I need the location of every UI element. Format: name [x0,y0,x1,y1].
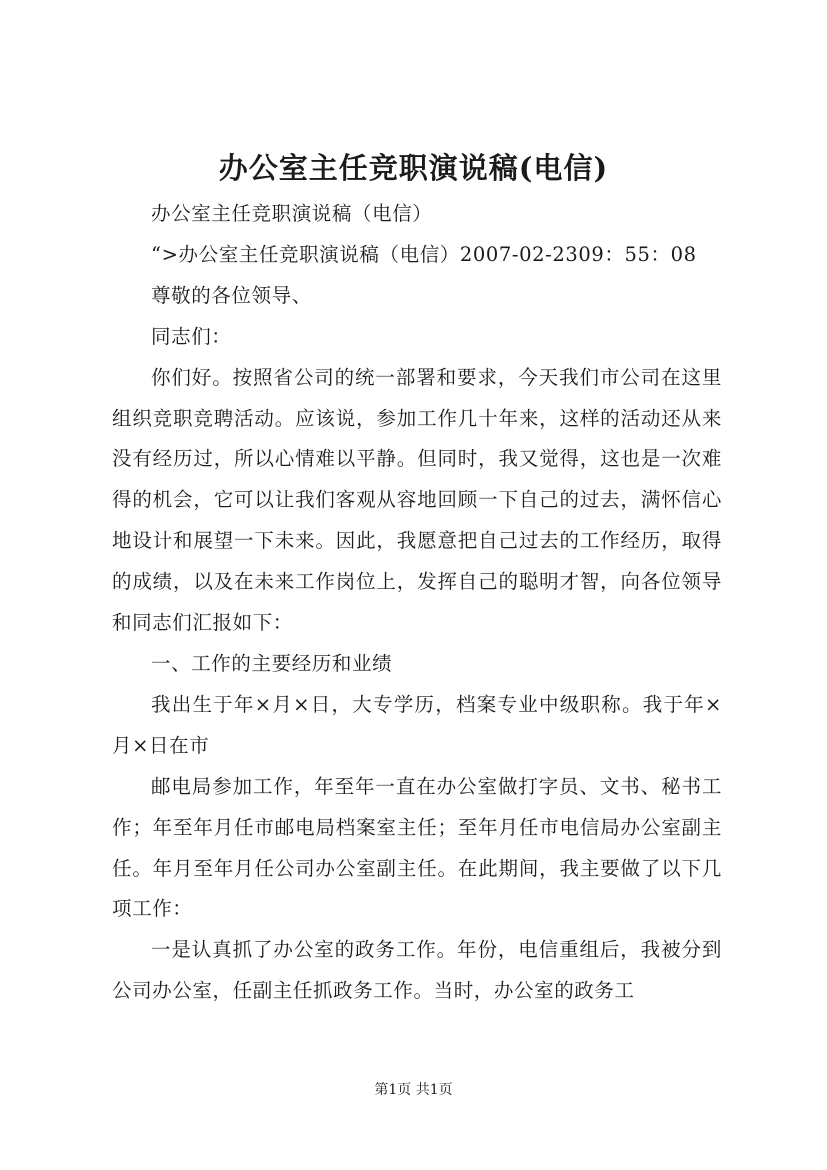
document-body [112,194,722,1012]
paragraph-salutation-continued: 同志们： [151,324,232,348]
paragraph-work-item-one: 一是认真抓了办公室的政务工作。年份，电信重组后，我被分到公司办公室，任副主任抓政务工作。当时，办公室的政务工 [112,938,722,1003]
paragraph-subtitle: 办公室主任竞职演说稿（电信） [151,202,433,225]
paragraph-introduction: 你们好。按照省公司的统一部署和要求，今天我们市公司在这里组织竞职竞聘活动。应该说，参加工作几十年来，这样的活动还从来没有经历过，所以心情难以平静。但同时，我又觉得，这也是一次难得的机会，它可以让我们客观从容地回顾一下自己的过去，满怀信心地设计和展望一下未来。因此，我愿意把自己过去的工作经历，取得的成绩，以及在未来工作岗位上，发挥自己的聪明才智，向各位领导和同志们汇报如下： [112,365,722,635]
document-title: 办公室主任竞职演说稿(电信) [218,151,609,185]
paragraph-source-line: “>办公室主任竞职演说稿（电信）2007-02-2309：55：08 [151,242,697,266]
paragraph-salutation: 尊敬的各位领导、 [151,283,312,307]
paragraph-section-heading: 一、工作的主要经历和业绩 [151,651,393,675]
page-footer: 第1页 共1页 [374,1082,453,1098]
paragraph-work-history: 邮电局参加工作，年至年一直在办公室做打字员、文书、秘书工作；年至年月任市邮电局档案室主任；至年月任市电信局办公室副主任。年月至年月任公司办公室副主任。在此期间，我主要做了以下几项工作： [112,774,722,921]
paragraph-background: 我出生于年×月×日，大专学历，档案专业中级职称。我于年×月×日在市 [112,692,722,757]
